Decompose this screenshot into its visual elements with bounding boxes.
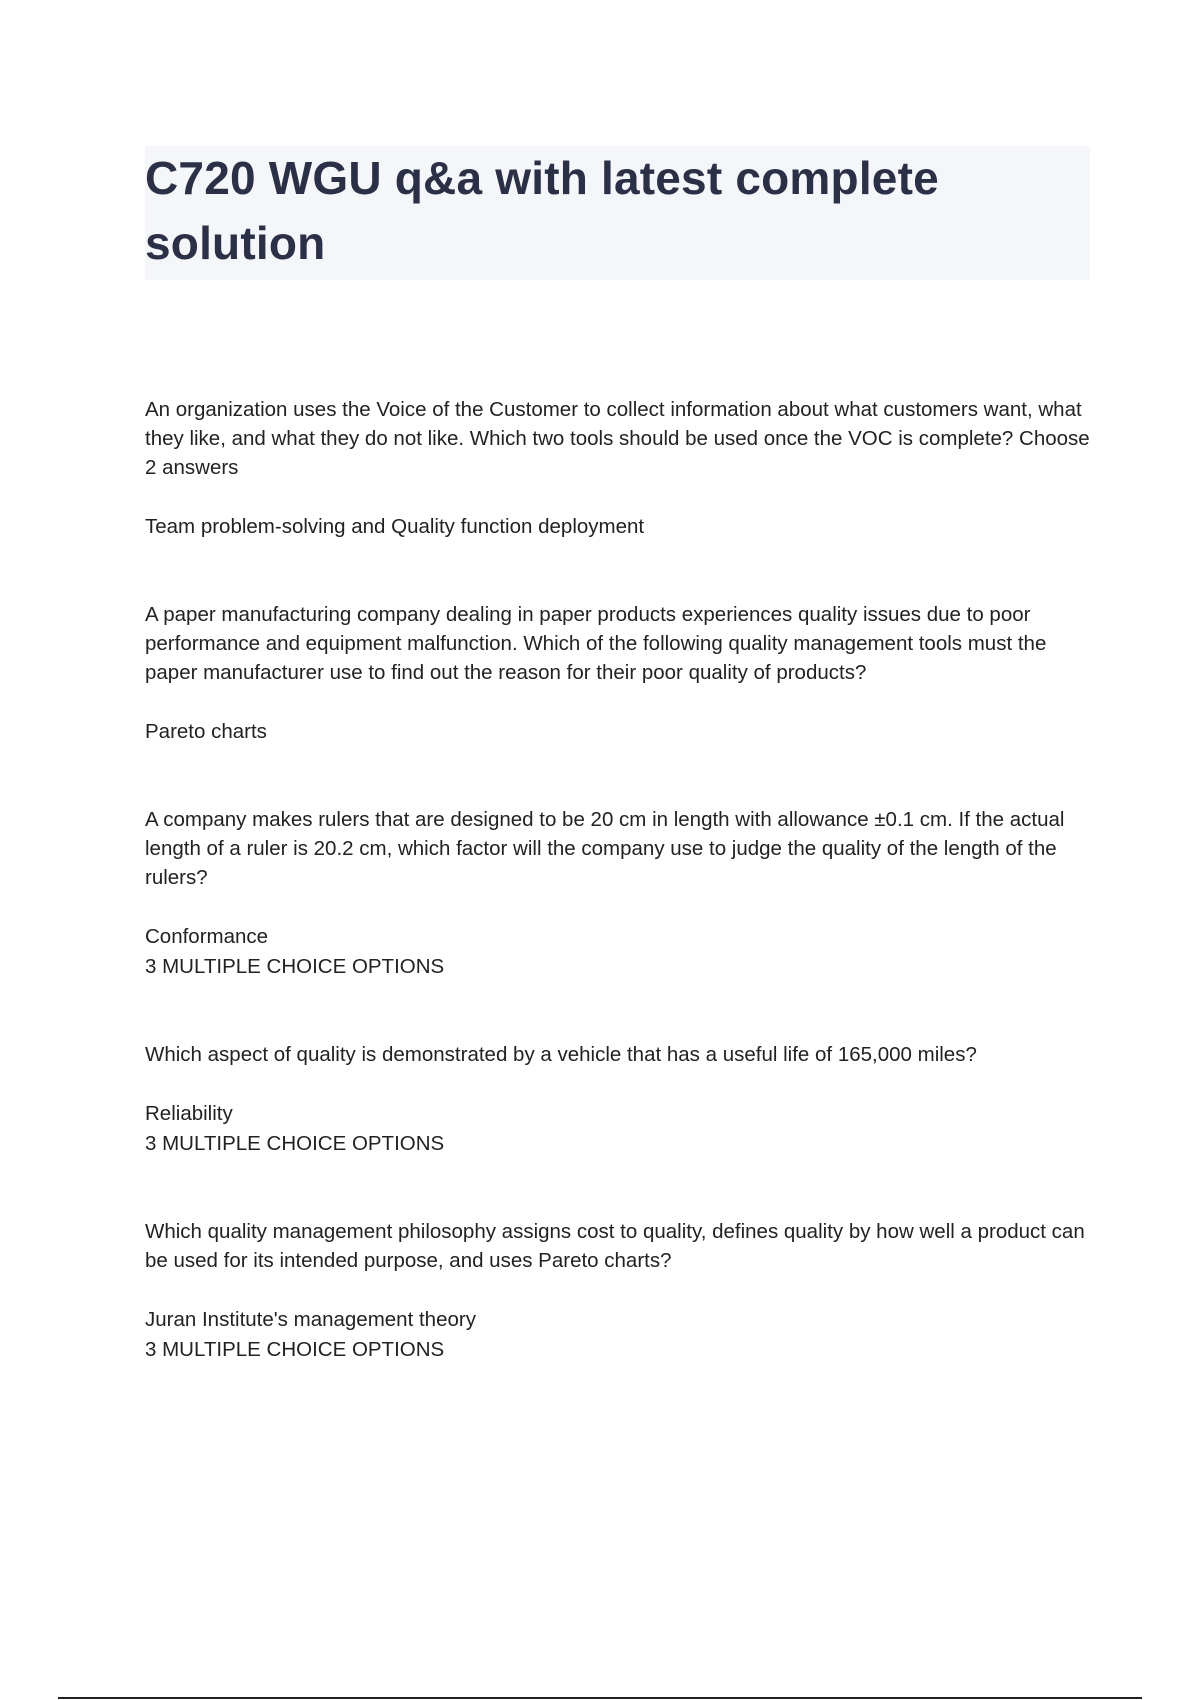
answer-text xyxy=(145,922,1095,982)
answer-line: Reliability xyxy=(145,1102,233,1125)
qa-item xyxy=(145,1040,1095,1159)
choice-count-note: 3 MULTIPLE CHOICE OPTIONS xyxy=(145,955,445,978)
question-text: A company makes rulers that are designed to be 20 cm in length with allowance ±0.1 cm. If the actual length of a ruler is 20.2 cm, which factor will the company use to judge the quality of the length of the rulers? xyxy=(145,808,1065,889)
question-text: Which aspect of quality is demonstrated by a vehicle that has a useful life of 165,000 miles? xyxy=(145,1043,977,1066)
answer-line: Pareto charts xyxy=(145,720,267,743)
question-text: Which quality management philosophy assigns cost to quality, defines quality by how well a product can be used for its intended purpose, and uses Pareto charts? xyxy=(145,1220,1085,1272)
document-title: C720 WGU q&a with latest complete solution xyxy=(145,152,939,269)
qa-item xyxy=(145,805,1095,982)
choice-count-note: 3 MULTIPLE CHOICE OPTIONS xyxy=(145,1132,445,1155)
footer-divider xyxy=(58,1697,1142,1699)
qa-list xyxy=(145,395,1095,1423)
answer-text xyxy=(145,1305,1095,1365)
title-banner xyxy=(145,146,1090,280)
choice-count-note: 3 MULTIPLE CHOICE OPTIONS xyxy=(145,1338,445,1361)
answer-line: Team problem-solving and Quality function deployment xyxy=(145,515,645,538)
qa-item xyxy=(145,395,1095,542)
answer-line: Conformance xyxy=(145,925,269,948)
qa-item xyxy=(145,600,1095,747)
answer-text xyxy=(145,717,1095,747)
qa-item xyxy=(145,1217,1095,1365)
answer-text xyxy=(145,512,1095,542)
question-text: A paper manufacturing company dealing in paper products experiences quality issues due to poor performance and equipment malfunction. Which of the following quality management tools must the paper manufacturer use to find out the reason for their poor quality of products? xyxy=(145,603,1047,684)
question-text: An organization uses the Voice of the Customer to collect information about what customers want, what they like, and what they do not like. Which two tools should be used once the VOC is complete? Choose 2 answers xyxy=(145,398,1090,479)
answer-text xyxy=(145,1099,1095,1159)
answer-line: Juran Institute's management theory xyxy=(145,1308,476,1331)
